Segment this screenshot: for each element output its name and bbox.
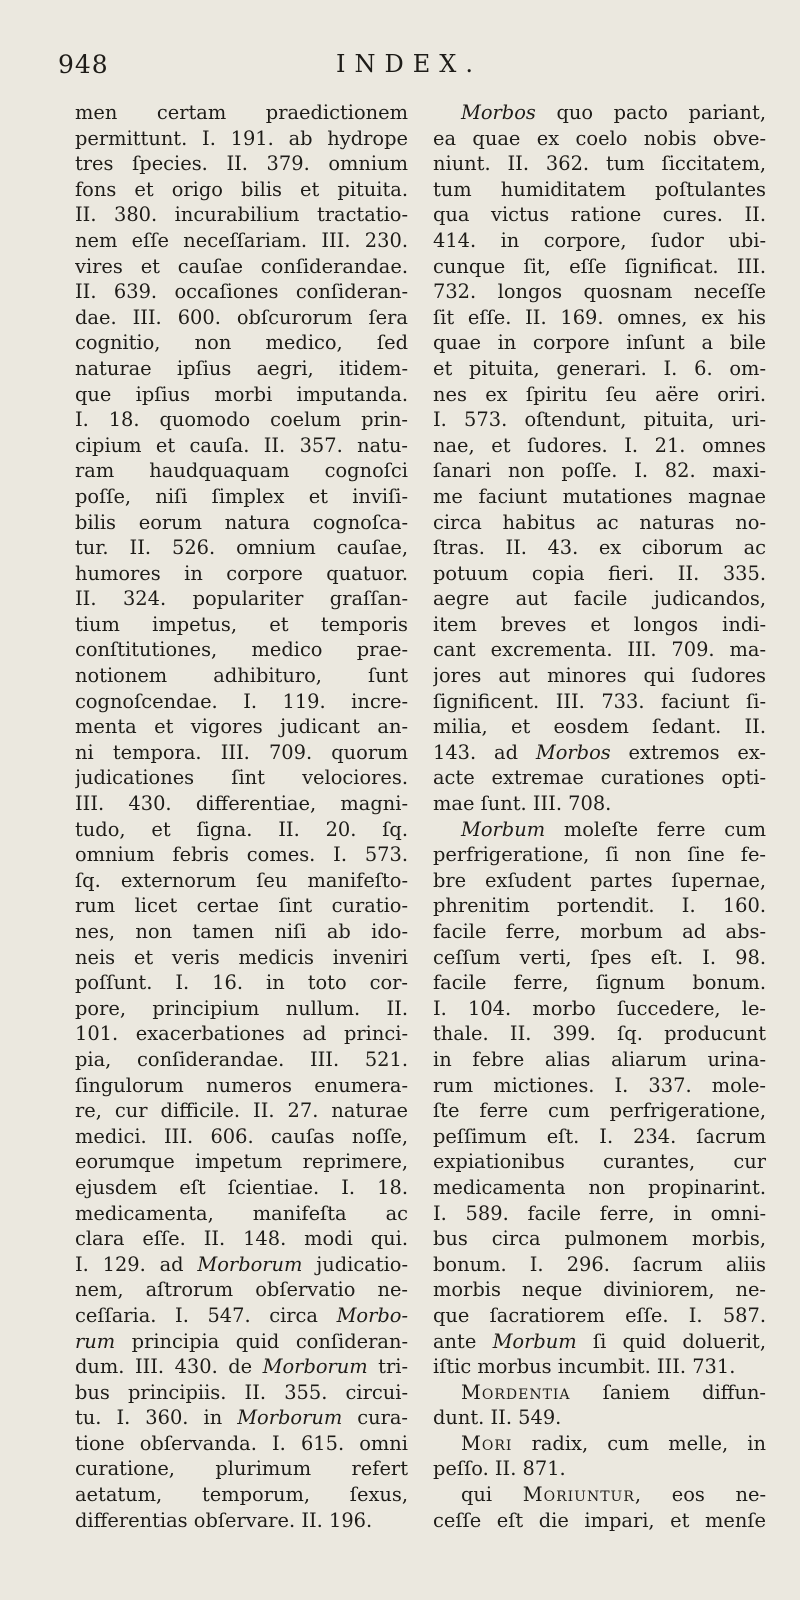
text-run: dunt. II. 549.: [433, 1406, 562, 1430]
text-line: [75, 535, 408, 561]
text-run: extremos ex-: [610, 740, 766, 764]
text-run: ſtras. II. 43. ex ciborum ac: [433, 536, 766, 560]
small-caps-term: Mordentia: [461, 1380, 571, 1404]
text-run: 143. ad: [433, 740, 536, 764]
text-run: medici. III. 606. cauſas noſſe,: [75, 1124, 408, 1148]
text-run: ante: [433, 1329, 493, 1353]
text-run: I. 104. morbo ſuccedere, le-: [433, 996, 766, 1020]
text-run: humores in corpore quatuor.: [75, 561, 408, 585]
text-line: [433, 1252, 766, 1278]
text-line: [433, 458, 766, 484]
text-line: [433, 510, 766, 536]
text-line: [433, 1201, 766, 1227]
text-run: III. 430. differentiae, magni-: [75, 792, 408, 816]
text-line: [433, 1354, 766, 1380]
text-run: tudo, et ſigna. II. 20. ſq.: [75, 817, 408, 841]
text-line: [75, 791, 408, 817]
text-line: [75, 612, 408, 638]
text-line: [433, 1508, 766, 1534]
text-run: circa habitus ac naturas no-: [433, 510, 766, 534]
text-run: cipium et cauſa. II. 357. natu-: [75, 433, 408, 457]
text-line: [433, 100, 766, 126]
text-line: [433, 868, 766, 894]
text-run: nae, et ſudores. I. 21. omnes: [433, 433, 766, 457]
text-run: I. 589. facile ferre, in omni-: [433, 1201, 766, 1225]
text-run: poſſe, niſi ſimplex et inviſi-: [75, 484, 408, 508]
text-run: cunque ſit, eſſe ſignificat. III.: [433, 254, 766, 278]
text-run: iſtic morbus incumbit. III. 731.: [433, 1355, 736, 1379]
text-line: [433, 842, 766, 868]
text-run: bus principiis. II. 355. circui-: [75, 1380, 408, 1404]
text-run: principia quid conſideran-: [115, 1329, 408, 1353]
text-line: [433, 970, 766, 996]
text-line: [433, 1482, 766, 1508]
text-line: [75, 279, 408, 305]
text-line: [433, 535, 766, 561]
text-line: [75, 100, 408, 126]
italic-term: Morbum: [461, 817, 546, 841]
text-run: facile ferre, morbum ad abs-: [433, 920, 766, 943]
text-line: [75, 458, 408, 484]
text-line: [433, 1303, 766, 1329]
text-run: et pituita, generari. I. 6. om-: [433, 356, 766, 380]
text-run: que ſacratiorem eſſe. I. 587.: [433, 1303, 766, 1327]
text-run: nem eſſe neceſſariam. III. 230.: [75, 228, 408, 252]
text-run: ſte ferre cum perfrigeratione,: [433, 1099, 766, 1123]
text-run: clara eſſe. II. 148. modi qui.: [75, 1227, 408, 1251]
text-line: [75, 305, 408, 331]
text-line: [75, 151, 408, 177]
text-run: item breves et longos indi-: [433, 612, 766, 636]
text-run: ſaniem diffun-: [570, 1380, 766, 1404]
text-line: [75, 1405, 408, 1431]
text-line: [433, 1380, 766, 1406]
text-run: re, cur difficile. II. 27. naturae: [75, 1099, 408, 1123]
text-line: [75, 868, 408, 894]
text-run: facile ferre, ſignum bonum.: [433, 971, 766, 995]
text-line: [433, 1175, 766, 1201]
text-line: [433, 433, 766, 459]
text-run: fons et origo bilis et pituita.: [75, 177, 408, 201]
text-run: notionem adhibituro, ſunt: [75, 664, 408, 688]
text-line: [433, 151, 766, 177]
text-line: [75, 1252, 408, 1278]
text-run: ſi quid doluerit,: [576, 1329, 766, 1353]
text-line: [75, 714, 408, 740]
text-line: [75, 1329, 408, 1355]
text-line: [75, 1047, 408, 1073]
text-run: I. 18. quomodo coelum prin-: [75, 408, 408, 432]
text-run: vires et cauſae conſiderandae.: [75, 254, 408, 278]
text-run: nem, aſtrorum obſervatio ne-: [75, 1278, 408, 1302]
text-line: [75, 842, 408, 868]
italic-term: Morbos: [461, 101, 536, 124]
text-run: cant excrementa. III. 709. ma-: [433, 638, 766, 662]
text-run: 732. longos quosnam neceſſe: [433, 280, 766, 304]
text-line: [433, 637, 766, 663]
text-line: [433, 356, 766, 382]
text-run: dum. III. 430. de: [75, 1355, 263, 1379]
text-line: [433, 484, 766, 510]
text-line: [75, 126, 408, 152]
text-line: [75, 356, 408, 382]
text-run: curatione, plurimum refert: [75, 1457, 408, 1481]
text-line: [75, 817, 408, 843]
running-title: INDEX.: [336, 50, 482, 78]
text-line: [433, 1149, 766, 1175]
text-run: me faciunt mutationes magnae: [433, 484, 766, 508]
text-line: [433, 1226, 766, 1252]
text-run: II. 639. occaſiones conſideran-: [75, 280, 408, 304]
text-line: [75, 996, 408, 1022]
text-run: ſit eſſe. II. 169. omnes, ex his: [433, 305, 766, 329]
page-header: [58, 48, 760, 88]
text-run: niunt. II. 362. tum ſiccitatem,: [433, 152, 766, 176]
text-line: [75, 1354, 408, 1380]
text-line: [75, 1098, 408, 1124]
text-line: [433, 893, 766, 919]
text-run: thale. II. 399. ſq. producunt: [433, 1022, 766, 1046]
left-column: [75, 100, 408, 1533]
text-line: [75, 1124, 408, 1150]
text-line: [433, 663, 766, 689]
text-line: [433, 1329, 766, 1355]
text-run: ram haudquaquam cognoſci: [75, 459, 408, 483]
text-line: [75, 433, 408, 459]
text-line: [433, 765, 766, 791]
text-run: eorumque impetum reprimere,: [75, 1150, 408, 1174]
text-line: [433, 228, 766, 254]
text-line: [75, 765, 408, 791]
text-run: bonum. I. 296. ſacrum aliis: [433, 1252, 766, 1276]
text-line: [433, 996, 766, 1022]
text-line: [75, 1508, 408, 1534]
small-caps-term: Mori: [461, 1431, 513, 1455]
text-run: medicamenta non propinarint.: [433, 1175, 766, 1199]
text-run: bre exſudent partes ſupernae,: [433, 868, 766, 892]
small-caps-term: Moriuntur: [522, 1483, 635, 1507]
text-run: quo pacto pariant,: [535, 101, 766, 124]
italic-term: Morborum: [262, 1355, 368, 1379]
text-line: [75, 561, 408, 587]
text-run: cura-: [342, 1406, 408, 1430]
text-line: [75, 1149, 408, 1175]
text-run: conſtitutiones, medico prae-: [75, 638, 408, 662]
italic-term: Morbo-: [336, 1303, 408, 1327]
text-line: [433, 1021, 766, 1047]
text-run: neis et veris medicis inveniri: [75, 945, 408, 969]
text-run: ceſſe eſt die impari, et menſe: [433, 1508, 766, 1532]
text-run: nes ex ſpiritu ſeu aëre oriri.: [433, 382, 766, 406]
text-line: [433, 254, 766, 280]
text-run: , eos ne-: [634, 1483, 766, 1507]
text-line: [75, 663, 408, 689]
text-run: milia, et eosdem ſedant. II.: [433, 715, 766, 739]
text-line: [75, 893, 408, 919]
text-run: dae. III. 600. obſcurorum ſera: [75, 305, 408, 329]
text-run: 101. exacerbationes ad princi-: [75, 1022, 408, 1046]
text-line: [433, 382, 766, 408]
text-run: II. 380. incurabilium tractatio-: [75, 203, 408, 227]
text-run: qui: [461, 1483, 523, 1507]
text-run: tu. I. 360. in: [75, 1406, 238, 1430]
text-line: [433, 1456, 766, 1482]
text-run: tium impetus, et temporis: [75, 612, 408, 636]
text-run: expiationibus curantes, cur: [433, 1150, 766, 1174]
text-run: aegre aut facile judicandos,: [433, 587, 766, 611]
text-run: aetatum, temporum, ſexus,: [75, 1483, 408, 1507]
text-line: [75, 1380, 408, 1406]
text-run: permittunt. I. 191. ab hydrope: [75, 126, 408, 150]
text-run: poſſunt. I. 16. in toto cor-: [75, 971, 408, 995]
text-run: pia, conſiderandae. III. 521.: [75, 1047, 408, 1071]
text-run: ceſſaria. I. 547. circa: [75, 1303, 337, 1327]
text-line: [75, 1226, 408, 1252]
text-run: ſanari non poſſe. I. 82. maxi-: [433, 459, 766, 483]
text-line: [433, 689, 766, 715]
text-line: [433, 1405, 766, 1431]
text-run: ejusdem eſt ſcientiae. I. 18.: [75, 1175, 408, 1199]
text-line: [433, 1124, 766, 1150]
text-line: [433, 791, 766, 817]
text-line: [75, 228, 408, 254]
page-number: 948: [58, 50, 109, 79]
text-run: jores aut minores qui ſudores: [433, 664, 766, 688]
text-line: [433, 714, 766, 740]
text-line: [433, 586, 766, 612]
text-line: [433, 817, 766, 843]
text-run: mae ſunt. III. 708.: [433, 792, 612, 816]
text-run: II. 324. populariter graſſan-: [75, 587, 408, 611]
text-run: radix, cum melle, in: [512, 1431, 766, 1455]
text-run: medicamenta, manifeſta ac: [75, 1201, 408, 1225]
text-run: I. 573. oſtendunt, pituita, uri-: [433, 408, 766, 432]
text-line: [433, 740, 766, 766]
text-run: cognitio, non medico, ſed: [75, 331, 408, 355]
text-run: qua victus ratione cures. II.: [433, 203, 766, 227]
text-line: [75, 586, 408, 612]
text-line: [75, 202, 408, 228]
text-run: tione obſervanda. I. 615. omni: [75, 1431, 408, 1455]
text-run: perfrigeratione, ſi non ſine fe-: [433, 843, 766, 867]
text-line: [433, 330, 766, 356]
text-line: [75, 1073, 408, 1099]
text-line: [433, 612, 766, 638]
text-run: peſſo. II. 871.: [433, 1457, 566, 1481]
text-line: [75, 177, 408, 203]
right-column: [433, 100, 766, 1533]
text-line: [433, 279, 766, 305]
text-run: judicationes ſint velociores.: [75, 766, 408, 790]
text-line: [433, 202, 766, 228]
text-run: que ipſius morbi imputanda.: [75, 382, 408, 406]
italic-term: Morbos: [535, 740, 611, 764]
text-line: [75, 1277, 408, 1303]
text-run: tres ſpecies. II. 379. omnium: [75, 152, 408, 176]
text-run: ceſſum verti, ſpes eſt. I. 98.: [433, 945, 766, 969]
text-run: peſſimum eſt. I. 234. ſacrum: [433, 1124, 766, 1148]
text-run: acte extremae curationes opti-: [433, 766, 766, 790]
text-run: rum licet certae ſint curatio-: [75, 894, 408, 918]
text-line: [433, 1431, 766, 1457]
text-line: [75, 919, 408, 945]
text-line: [75, 1303, 408, 1329]
italic-term: Morbum: [492, 1329, 577, 1353]
text-run: men certam praedictionem: [75, 101, 408, 124]
text-line: [75, 1456, 408, 1482]
text-line: [433, 407, 766, 433]
text-run: ſq. externorum ſeu manifeſto-: [75, 868, 408, 892]
text-line: [75, 382, 408, 408]
italic-term: rum: [75, 1329, 116, 1353]
text-run: moleſte ferre cum: [545, 817, 766, 841]
text-run: menta et vigores judicant an-: [75, 715, 408, 739]
text-line: [75, 1201, 408, 1227]
text-run: ſingulorum numeros enumera-: [75, 1073, 408, 1097]
text-run: tum humiditatem poſtulantes: [433, 177, 766, 201]
text-run: pore, principium nullum. II.: [75, 996, 408, 1020]
text-run: 414. in corpore, ſudor ubi-: [433, 228, 766, 252]
text-line: [433, 1098, 766, 1124]
text-line: [75, 970, 408, 996]
text-line: [433, 919, 766, 945]
text-line: [75, 484, 408, 510]
text-run: morbis neque diviniorem, ne-: [433, 1278, 766, 1302]
text-run: judicatio-: [302, 1252, 408, 1276]
text-run: ni tempora. III. 709. quorum: [75, 740, 408, 764]
text-line: [75, 407, 408, 433]
text-run: rum mictiones. I. 337. mole-: [433, 1073, 766, 1097]
text-run: nes, non tamen niſi ab ido-: [75, 920, 408, 943]
text-run: tri-: [367, 1355, 408, 1379]
text-run: tur. II. 526. omnium cauſae,: [75, 536, 408, 560]
text-line: [433, 305, 766, 331]
text-line: [75, 689, 408, 715]
text-line: [75, 637, 408, 663]
text-run: I. 129. ad: [75, 1252, 198, 1276]
text-line: [433, 1277, 766, 1303]
text-run: phrenitim portendit. I. 160.: [433, 894, 766, 918]
text-line: [75, 740, 408, 766]
text-line: [75, 254, 408, 280]
text-line: [433, 177, 766, 203]
text-run: cognoſcendae. I. 119. incre-: [75, 689, 408, 713]
text-run: differentias obſervare. II. 196.: [75, 1508, 373, 1532]
text-line: [433, 1047, 766, 1073]
text-line: [75, 1482, 408, 1508]
text-run: bus circa pulmonem morbis,: [433, 1227, 766, 1251]
text-line: [433, 561, 766, 587]
text-run: naturae ipſius aegri, itidem-: [75, 356, 408, 380]
text-line: [75, 1021, 408, 1047]
text-run: potuum copia fieri. II. 335.: [433, 561, 766, 585]
text-run: ſignificent. III. 733. faciunt ſi-: [433, 689, 766, 713]
text-line: [75, 510, 408, 536]
text-run: in febre alias aliarum urina-: [433, 1047, 766, 1071]
italic-term: Morborum: [197, 1252, 303, 1276]
text-line: [75, 330, 408, 356]
text-line: [75, 1175, 408, 1201]
text-line: [75, 945, 408, 971]
italic-term: Morborum: [237, 1406, 343, 1430]
text-run: quae in corpore inſunt a bile: [433, 331, 766, 355]
text-run: ea quae ex coelo nobis obve-: [433, 126, 766, 150]
text-line: [75, 1431, 408, 1457]
text-line: [433, 1073, 766, 1099]
text-line: [433, 126, 766, 152]
text-run: bilis eorum natura cognoſca-: [75, 510, 408, 534]
text-run: omnium febris comes. I. 573.: [75, 843, 408, 867]
text-line: [433, 945, 766, 971]
